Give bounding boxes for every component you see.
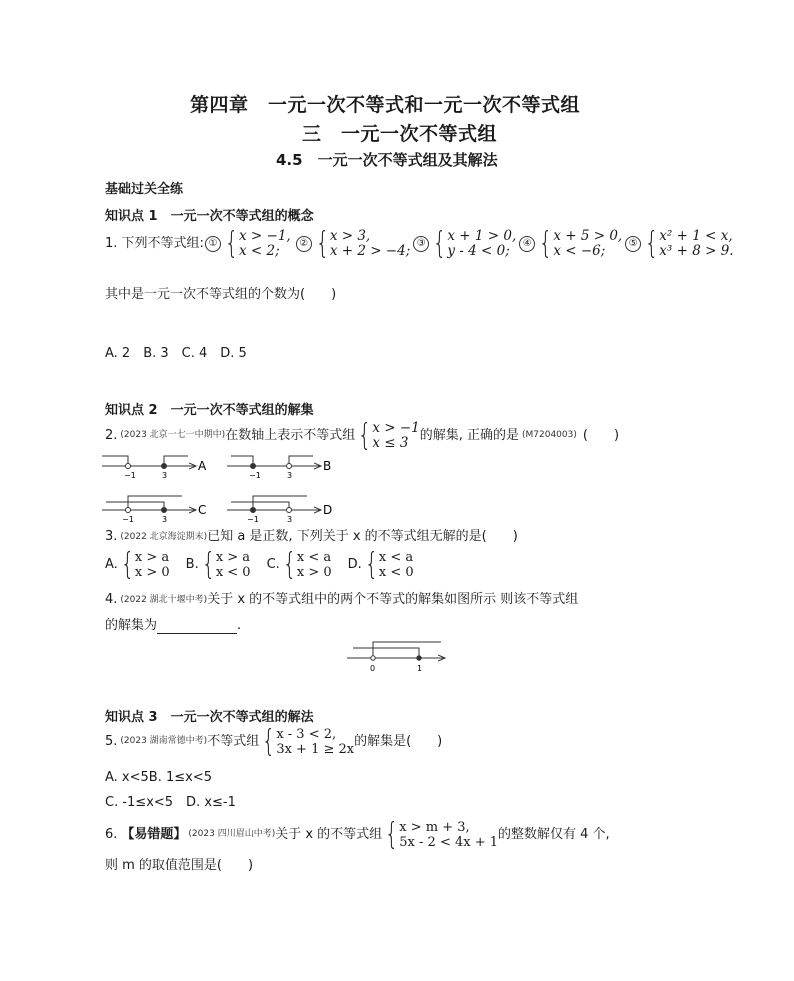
option-label: D — [323, 503, 333, 517]
q4-line2 — [105, 618, 241, 634]
q4-end: . — [237, 618, 242, 633]
sys-row: x + 5 > 0, — [553, 228, 623, 244]
q2-text-b: 的解集, 正确的是 — [419, 427, 519, 443]
q5-text-a: 不等式组 — [207, 733, 260, 749]
k1-heading: 知识点 1 一元一次不等式组的概念 — [105, 209, 314, 224]
brace-icon: { — [433, 226, 447, 261]
tick-label: 1 — [417, 664, 423, 673]
sys-row: x > −1 — [372, 420, 420, 436]
circled-number: ③ — [413, 236, 429, 252]
q1-prefix: 1. 下列不等式组: — [105, 235, 204, 251]
tick-label: 3 — [162, 515, 168, 523]
q5-text-b: 的解集是( ) — [354, 733, 443, 749]
brace-icon: { — [364, 547, 379, 582]
q2-text-a: 在数轴上表示不等式组 — [225, 427, 356, 443]
q5-source: (2023 湖南常德中考) — [120, 736, 208, 747]
tick-label: 3 — [287, 515, 293, 523]
q5-options-2: C. -1≤x<5 D. x≤-1 — [105, 795, 236, 810]
answer-blank[interactable] — [157, 621, 237, 634]
sys-row: x > 0 — [296, 565, 332, 580]
q4-text-a: 关于 x 的不等式组中的两个不等式的解集如图所示 则该不等式组 — [207, 592, 579, 607]
option-label: C — [198, 503, 207, 517]
tick-label: −1 — [247, 515, 259, 523]
q6-text-a: 关于 x 的不等式组 — [275, 826, 383, 842]
section-title: 三 一元一次不等式组 — [302, 123, 498, 145]
q4-number: 4. — [105, 592, 118, 607]
sys-row: x > 3, — [329, 228, 371, 244]
brace-icon: { — [201, 547, 215, 582]
sys-row: x³ + 8 > 9. — [659, 243, 734, 259]
q6-number: 6. — [105, 826, 118, 842]
sys-row: x < 0 — [215, 565, 251, 580]
k3-heading: 知识点 3 一元一次不等式组的解法 — [105, 710, 314, 725]
q3-options — [105, 547, 414, 582]
tick-label: 0 — [370, 664, 376, 673]
tick-label: 3 — [287, 471, 293, 480]
sys-row: x > a — [215, 550, 251, 565]
system-5 — [624, 226, 734, 261]
tick-label: −1 — [249, 471, 261, 480]
q4-text-b: 的解集为 — [105, 618, 158, 633]
brace-icon: { — [282, 547, 297, 582]
q1-line2: 其中是一元一次不等式组的个数为( ) — [105, 287, 337, 302]
sys-row: x + 2 > −4; — [329, 243, 411, 259]
sys-row: x < 2; — [239, 243, 280, 259]
q2-code: (M7204003) — [522, 430, 577, 441]
sys-row: x + 1 > 0, — [447, 228, 517, 244]
circled-number: ② — [296, 236, 312, 252]
option-label: B — [323, 459, 332, 473]
question-3 — [105, 529, 518, 545]
k2-heading: 知识点 2 一元一次不等式组的解集 — [105, 403, 314, 418]
q3-text: 已知 a 是正数, 下列关于 x 的不等式组无解的是( ) — [207, 529, 518, 544]
q5-system — [259, 724, 355, 759]
q3-number: 3. — [105, 529, 118, 544]
q3-option-B — [185, 547, 251, 582]
system-1 — [204, 226, 291, 261]
sys-row: x < 0 — [378, 565, 414, 580]
sys-row: x ≤ 3 — [372, 435, 409, 451]
option-label: C. — [266, 556, 280, 572]
q3-source: (2022 北京海淀期末) — [120, 531, 208, 542]
sys-row: x - 3 < 2, — [276, 727, 337, 742]
brace-icon: { — [358, 418, 372, 453]
brace-icon: { — [224, 226, 239, 261]
circled-number: ⑤ — [625, 236, 641, 252]
tick-label: −1 — [122, 515, 134, 523]
q6-tag: 【易错题】 — [121, 826, 187, 842]
basic-heading: 基础过关全练 — [105, 182, 184, 197]
sys-row: 5x - 2 < 4x + 1 — [399, 835, 498, 850]
sys-row: x > m + 3, — [399, 820, 470, 835]
question-1 — [105, 226, 734, 261]
q4-source: (2022 湖北十堰中考) — [120, 594, 208, 605]
brace-icon: { — [315, 226, 329, 261]
q2-system — [355, 418, 420, 453]
number-line-A — [102, 456, 207, 480]
q2-number: 2. — [105, 427, 118, 443]
q3-option-D — [347, 547, 414, 582]
q1-options: A. 2 B. 3 C. 4 D. 5 — [105, 346, 247, 361]
brace-icon: { — [645, 226, 659, 261]
brace-icon: { — [385, 817, 399, 852]
q2-paren: ( ) — [582, 427, 620, 443]
q5-options-1: A. x<5B. 1≤x<5 — [105, 770, 212, 785]
q2-source: (2023 北京一七一中期中) — [120, 430, 226, 441]
number-line-D — [227, 496, 332, 523]
tick-label: 3 — [162, 471, 168, 480]
sys-row: y - 4 < 0; — [447, 243, 510, 259]
q6-text-b: 的整数解仅有 4 个, — [498, 826, 610, 842]
option-label: B. — [185, 556, 199, 572]
q4-number-line — [345, 636, 450, 676]
sys-row: x > 0 — [134, 565, 170, 580]
chapter-title: 第四章 一元一次不等式和一元一次不等式组 — [190, 94, 581, 116]
circled-number: ④ — [519, 236, 535, 252]
sys-row: x < −6; — [553, 243, 606, 259]
sys-row: x < a — [378, 550, 414, 565]
question-2 — [105, 418, 620, 453]
q6-line2: 则 m 的取值范围是( ) — [105, 858, 254, 873]
number-line-B — [227, 456, 331, 480]
q6-source: (2023 四川眉山中考) — [188, 829, 276, 840]
sys-row: x > a — [134, 550, 170, 565]
circled-number: ① — [205, 236, 221, 252]
q3-option-C — [266, 547, 332, 582]
question-6 — [105, 817, 610, 852]
q6-system — [382, 817, 498, 852]
sys-row: x > −1, — [239, 228, 291, 244]
brace-icon: { — [262, 724, 276, 759]
system-3 — [412, 226, 517, 261]
brace-icon: { — [539, 226, 553, 261]
subsection-title: 4.5 一元一次不等式组及其解法 — [276, 151, 498, 169]
brace-icon: { — [120, 547, 135, 582]
option-label: A — [198, 459, 207, 473]
option-label: D. — [347, 556, 362, 572]
sys-row: x² + 1 < x, — [659, 228, 733, 244]
question-4 — [105, 592, 578, 608]
number-line-C — [102, 496, 206, 523]
number-line-figures — [100, 448, 340, 523]
question-5 — [105, 724, 443, 759]
system-4 — [518, 226, 623, 261]
tick-label: −1 — [124, 471, 136, 480]
sys-row: 3x + 1 ≥ 2x — [276, 742, 355, 757]
q5-number: 5. — [105, 733, 118, 749]
q3-option-A — [105, 547, 170, 582]
option-label: A. — [105, 556, 118, 572]
system-2 — [295, 226, 411, 261]
sys-row: x < a — [296, 550, 332, 565]
